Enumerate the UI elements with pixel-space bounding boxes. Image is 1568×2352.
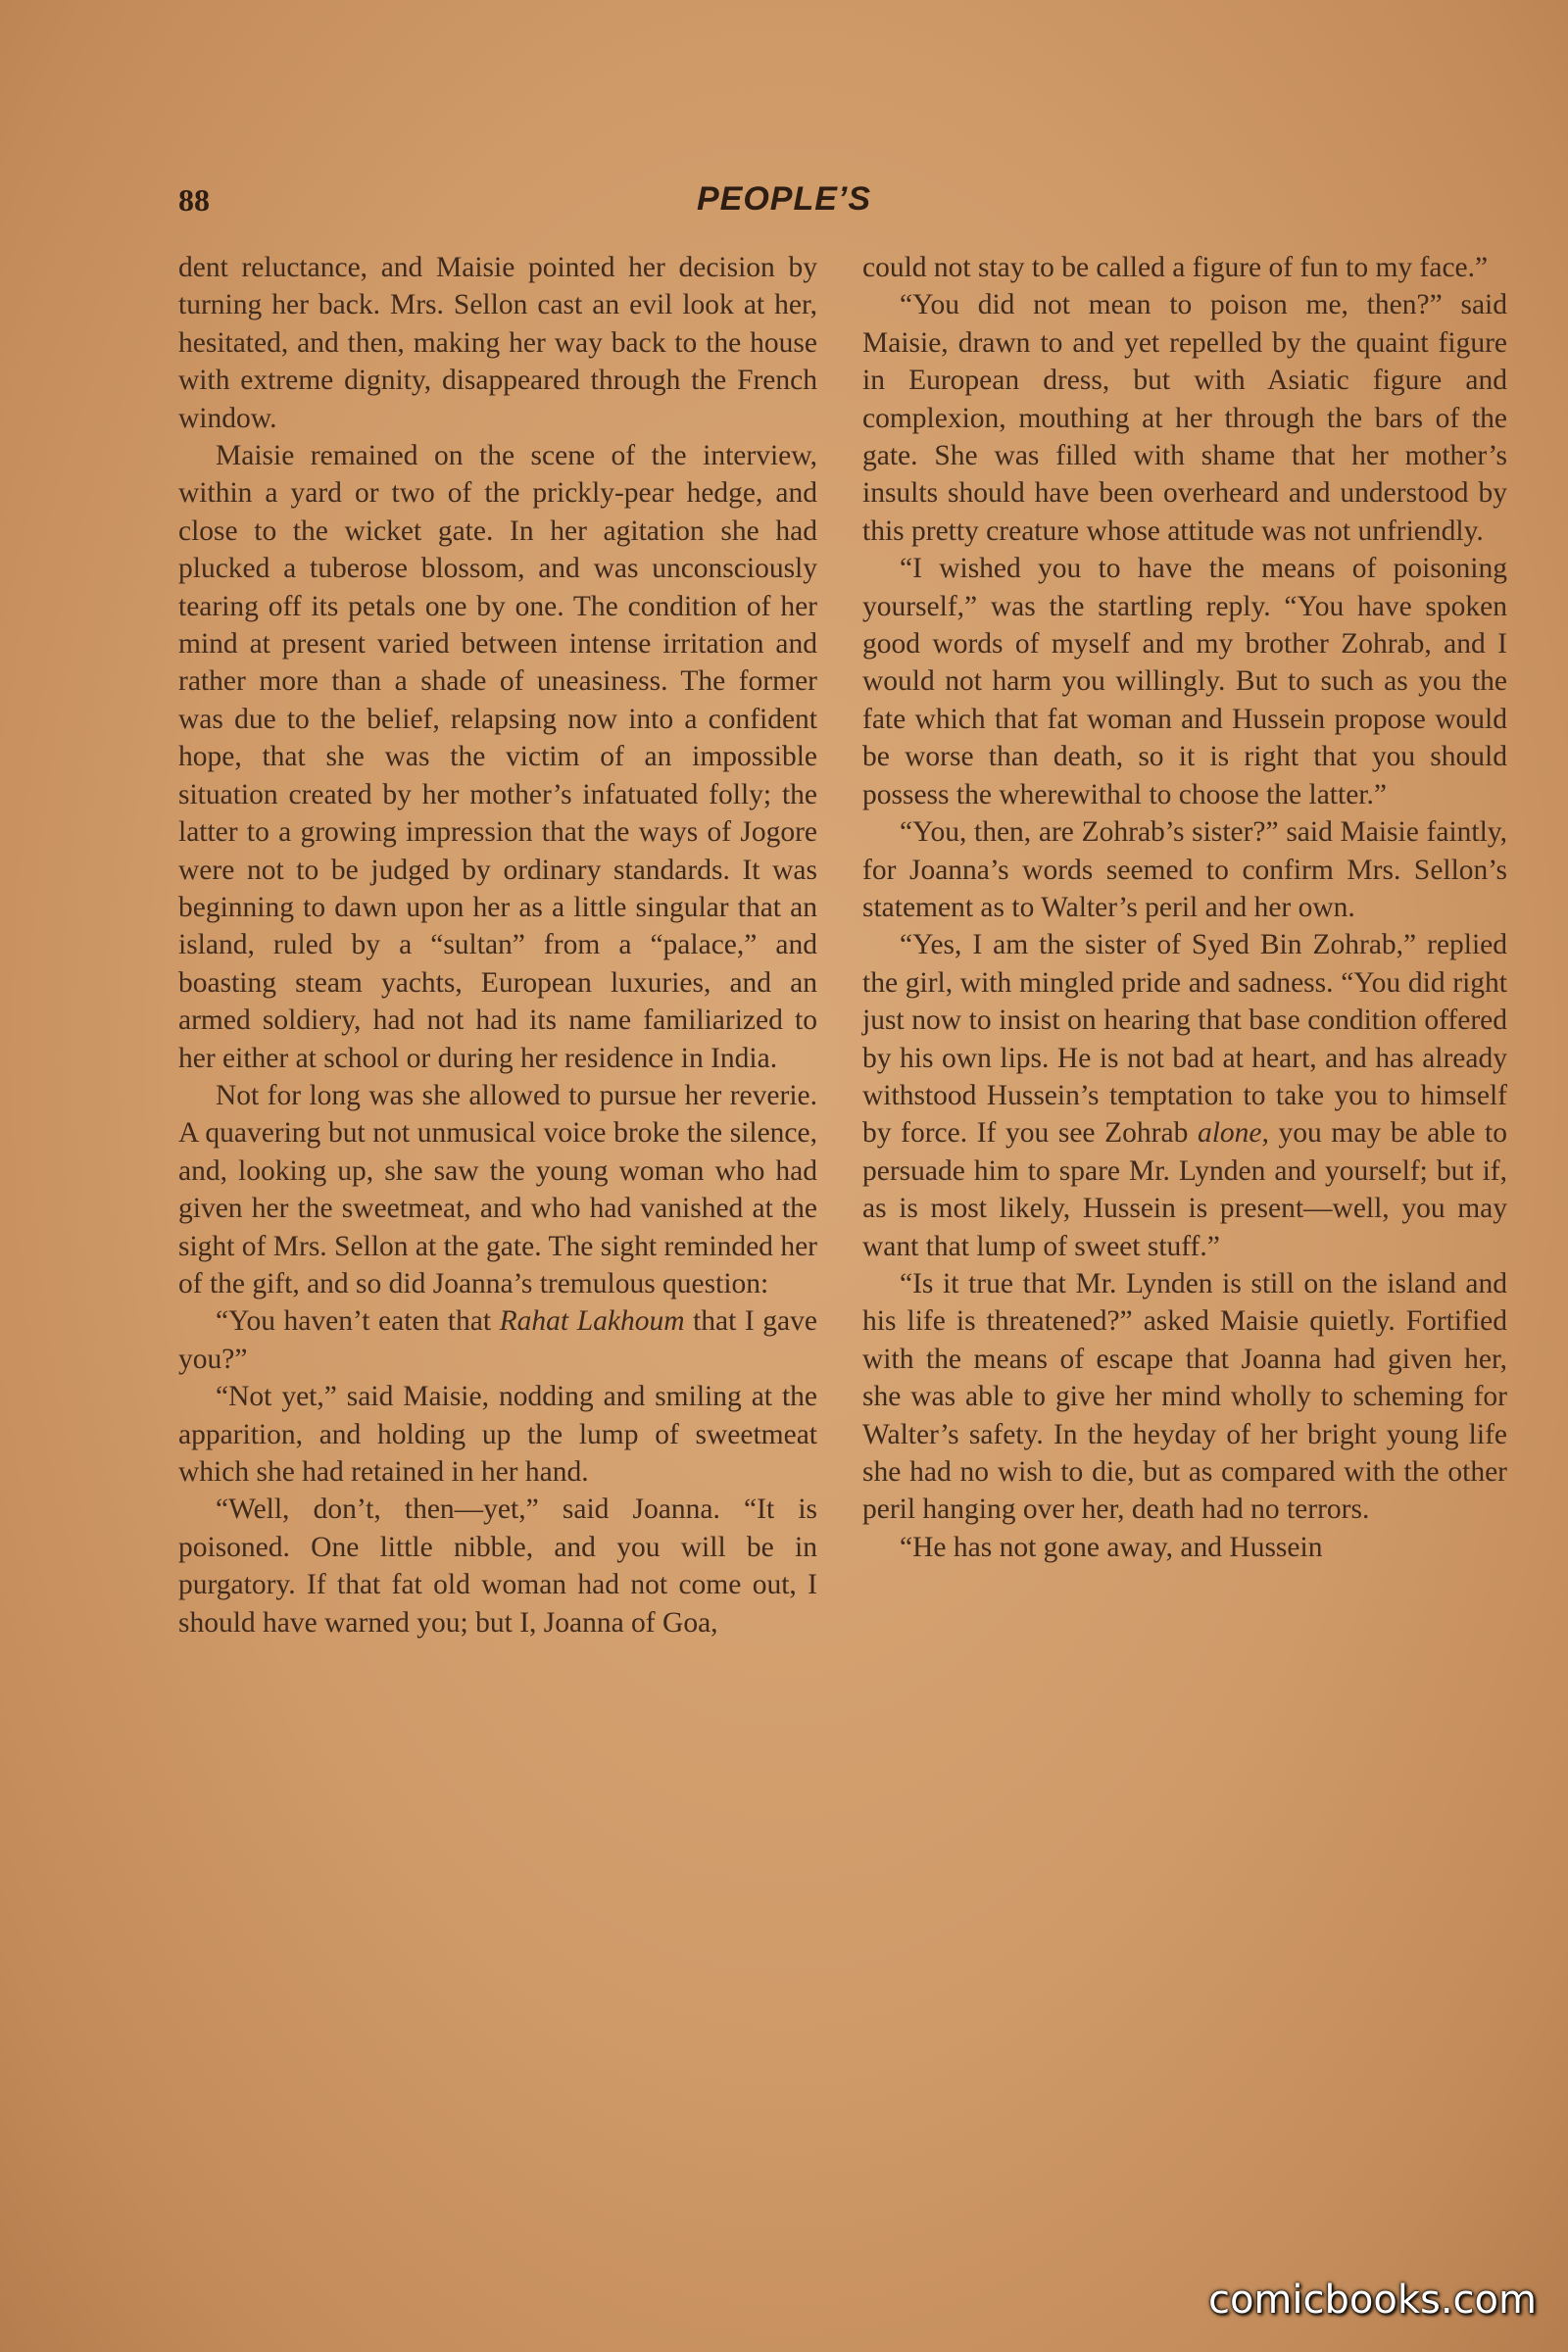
paragraph: could not stay to be called a figure of fun to my face.” (862, 252, 1489, 283)
text-run: that I gave you?” (178, 1305, 817, 1375)
paragraph: “You did not mean to poison me, then?” said Maisie, drawn to and yet repelled by the quaint figure in European dress, but with Asiatic figure and complexion, mouthing at her through the bars of the gate. She was filled with shame that her mother’s insults should have been overheard and understood by this pretty creature whose attitude was not unfriendly. (862, 289, 1507, 547)
paragraph (178, 1302, 817, 1378)
text-run: you may be able to persuade him to spare Mr. Lynden and yourself; but if, as is most likely, Hussein is present—well, you may want that lump of sweet stuff.” (862, 1117, 1508, 1262)
right-column (862, 249, 1507, 1566)
paragraph: “Not yet,” said Maisie, nodding and smiling at the apparition, and holding up the lump of sweetmeat which she had retained in her hand. (178, 1381, 817, 1488)
italic-text: alone, (1197, 1117, 1269, 1150)
paragraph: Maisie remained on the scene of the interview, within a yard or two of the prickly-pear hedge, and close to the wicket gate. In her agitation she had plucked a tuberose blossom, and was unconsciously tearing off its petals one by one. The condition of her mind at present varied between intense irritation and rather more than a shade of uneasiness. The former was due to the belief, relapsing now into a confident hope, that she was the victim of an impossible situation created by her mother’s infatuated folly; the latter to a growing impression that the ways of Jogore were not to be judged by ordinary standards. It was beginning to dawn upon her as a little singular that an island, ruled by a “sultan” from a “palace,” and boasting steam yachts, European luxuries, and an armed soldiery, had not had its name familiarized to her either at school or during her residence in India. (178, 440, 817, 1074)
text-run: “Yes, I am the sister of Syed Bin Zohrab,” replied the girl, with mingled pride and sadness. “You did right just now to insist on hearing that base condition offered by his own lips. He is not bad at heart, and has already withstood Hussein’s temptation to take you to himself by force. If you see Zohrab (862, 929, 1507, 1150)
paragraph: “He has not gone away, and Hussein (900, 1531, 1323, 1563)
paragraph: “You, then, are Zohrab’s sister?” said Maisie faintly, for Joanna’s words seemed to confirm Mrs. Sellon’s statement as to Walter’s peril and her own. (862, 816, 1507, 923)
paragraph: Not for long was she allowed to pursue her reverie. A quavering but not unmusical voice broke the silence, and, looking up, she saw the young woman who had given her the sweetmeat, and who had vanished at the sight of Mrs. Sellon at the gate. The sight reminded her of the gift, and so did Joanna’s tremulous question: (178, 1079, 817, 1299)
paragraph (862, 926, 1507, 1265)
paragraph: “Well, don’t, then—yet,” said Joanna. “It is poisoned. One little nibble, and you will be in purgatory. If that fat old woman had not come out, I should have warned you; but I, Joanna of Goa, (178, 1494, 817, 1639)
page-number: 88 (178, 182, 210, 218)
paragraph: “Is it true that Mr. Lynden is still on the island and his life is threatened?” asked Maisie quietly. Fortified with the means of escape that Joanna had given her, she was able to give her mind wholly to scheming for Walter’s safety. In the heyday of her bright young life she had no wish to die, but as compared with the other peril hanging over her, death had no terrors. (862, 1267, 1507, 1526)
paragraph: dent reluctance, and Maisie pointed her decision by turning her back. Mrs. Sellon cast an evil look at her, hesitated, and then, making her way back to the house with extreme dignity, disappeared through the French window. (178, 252, 817, 434)
paragraph: “I wished you to have the means of poisoning yourself,” was the startling reply. “You have spoken good words of myself and my brother Zohrab, and I would not harm you willingly. But to such as you the fate which that fat woman and Hussein propose would be worse than death, so it is right that you should possess the wherewithal to choose the latter.” (862, 553, 1507, 810)
watermark: comicbooks.com (1207, 2278, 1537, 2323)
left-column (178, 249, 817, 1642)
text-run: “You haven’t eaten that (216, 1305, 500, 1338)
running-head: PEOPLE’S (696, 180, 872, 218)
italic-text: Rahat Lakhoum (499, 1305, 685, 1338)
